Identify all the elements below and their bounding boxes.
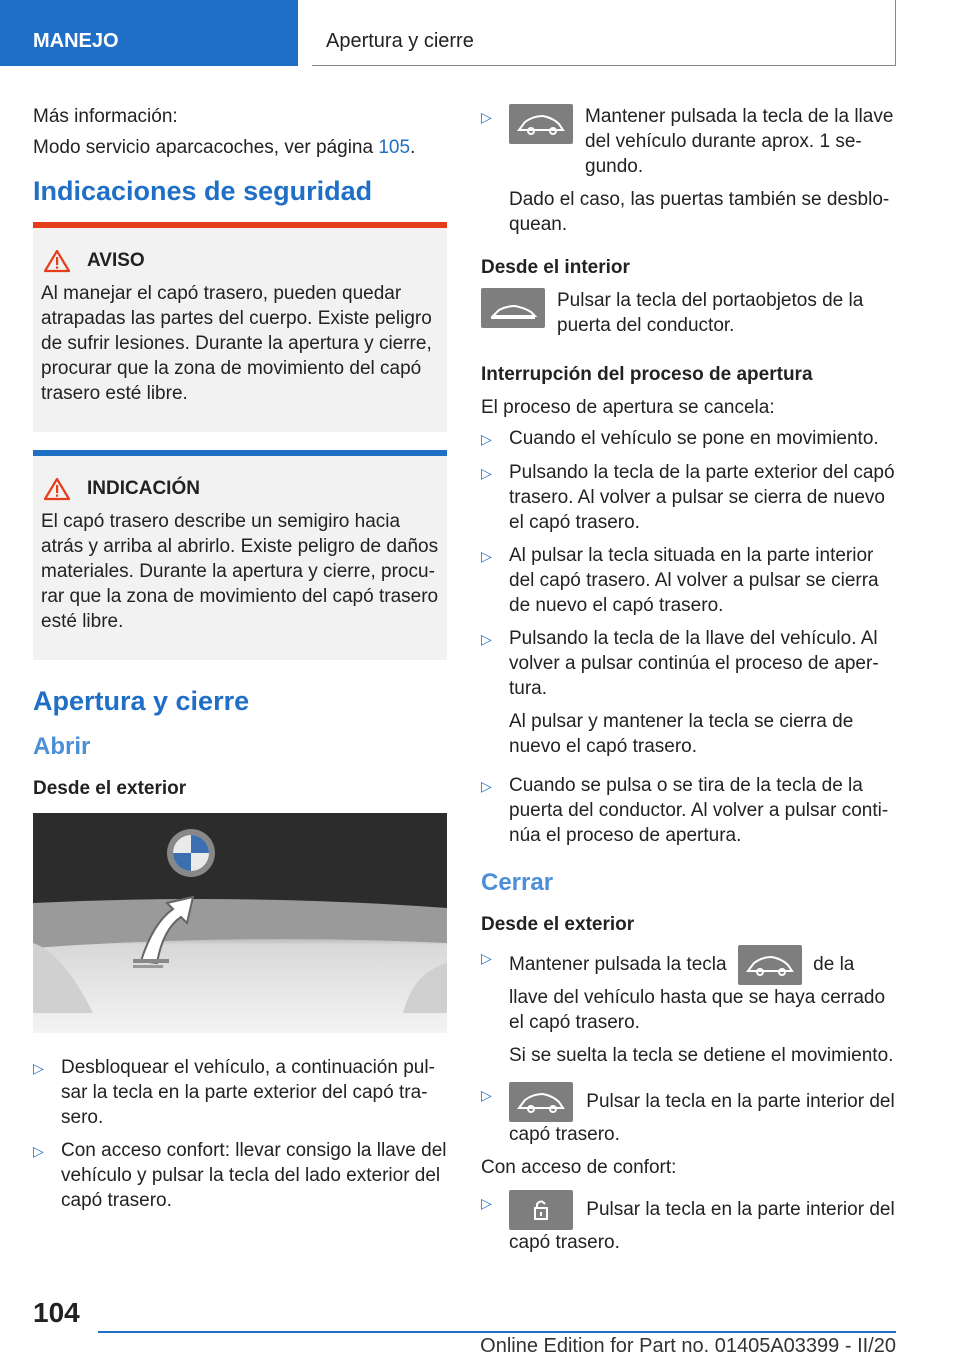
trunk-key-icon [738, 945, 802, 985]
list-item: ▷ Mantener pulsada la tecla de la llave del vehículo hasta que se haya cerrado el capó trasero. Si se suelta la tecla se detiene el movimiento. [481, 945, 896, 1074]
left-column [33, 104, 447, 1221]
warning-box [33, 222, 447, 432]
page-number: 104 [33, 1297, 80, 1328]
more-info-label: Más información: [33, 106, 178, 127]
heading-open-close: Apertura y cierre [33, 686, 250, 716]
bullet-triangle-icon: ▷ [33, 1143, 44, 1159]
footer-divider [98, 1331, 896, 1333]
bullet-triangle-icon: ▷ [481, 109, 492, 125]
list-item: ▷ Cuando se pulsa o se tira de la tecla de la puerta del conductor. Al volver a pulsar continúa el proceso de apertura. [481, 775, 889, 846]
list-item: ▷ Pulsando la tecla de la llave del vehículo. Al volver a pulsar continúa el proceso de apertura. Al pulsar y mantener la tecla se cierra de nuevo el capó trasero. [481, 626, 896, 765]
warning-title: AVISO [87, 250, 145, 271]
heading-close-outside: Desde el exterior [481, 914, 635, 935]
note-box [33, 450, 447, 660]
heading-interrupt: Interrupción del proceso de apertura [481, 364, 813, 385]
note-title: INDICACIÓN [87, 478, 200, 499]
bullet-triangle-icon: ▷ [481, 465, 492, 481]
header-chapter: Apertura y cierre [312, 0, 896, 66]
bullet-triangle-icon: ▷ [481, 631, 492, 647]
comfort-access-label: Con acceso de confort: [481, 1157, 677, 1178]
list-item: ▷ Mantener pulsada la tecla de la llave del vehículo durante aprox. 1 segundo. Dado el caso, las puertas también se desbloquean. [481, 104, 896, 243]
bullet-triangle-icon: ▷ [481, 1195, 492, 1211]
heading-outside: Desde el exterior [33, 778, 187, 799]
lock-button-icon [509, 1190, 573, 1230]
bullet-triangle-icon: ▷ [481, 1087, 492, 1103]
list-item: ▷ Con acceso confort: llevar consigo la llave del vehículo y pulsar la tecla del lado exterior del capó trasero. [33, 1140, 447, 1211]
warning-triangle-icon [43, 477, 71, 501]
bullet-triangle-icon: ▷ [481, 778, 492, 794]
list-item: ▷ Cuando el vehículo se pone en movimiento. [481, 426, 896, 452]
inside-text: Pulsar la tecla del portaobjetos de la puerta del conductor. [557, 290, 864, 336]
header-section: MANEJO [0, 0, 298, 66]
heading-open: Abrir [33, 733, 91, 760]
bullet-triangle-icon: ▷ [481, 548, 492, 564]
key-hold-note: Dado el caso, las puertas también se desbloquean. [509, 189, 890, 235]
trunk-close-button-icon [509, 1082, 573, 1122]
bullet-triangle-icon: ▷ [33, 1060, 44, 1076]
trunk-key-icon [509, 104, 573, 144]
bullet-triangle-icon: ▷ [481, 431, 492, 447]
list-item: ▷ Pulsar la tecla en la parte interior del capó trasero. [481, 1082, 896, 1147]
heading-safety: Indicaciones de seguridad [33, 176, 373, 206]
valet-reference: Modo servicio aparcacoches, ver página 105. [33, 137, 416, 158]
bullet-triangle-icon: ▷ [481, 950, 492, 966]
warning-text: Al manejar el capó trasero, pueden quedar atrapadas las partes del cuerpo. Existe peligro de sufrir lesiones. Durante la apertura y cierre, procurar que la zona de movimiento del capó trasero esté libre. [41, 283, 432, 404]
right-column [481, 104, 896, 1263]
heading-close: Cerrar [481, 869, 554, 896]
interrupt-intro: El proceso de apertura se cancela: [481, 397, 775, 418]
list-item: ▷ Desbloquear el vehículo, a continuación pulsar la tecla en la parte exterior del capó trasero. [33, 1057, 435, 1128]
list-item: ▷ Al pulsar la tecla situada en la parte interior del capó trasero. Al volver a pulsar se cierra de nuevo el capó trasero. [481, 545, 879, 616]
footer-edition: Online Edition for Part no. 01405A03399 - II/20 [480, 1335, 896, 1357]
trunk-door-button-icon [481, 288, 545, 328]
list-item: ▷ Pulsando la tecla de la parte exterior del capó trasero. Al volver a pulsar se cierra de nuevo el capó trasero. [481, 462, 895, 533]
trunk-button-photo [33, 813, 447, 1033]
heading-inside: Desde el interior [481, 257, 630, 278]
page-link[interactable]: 105 [378, 137, 411, 158]
list-item: ▷ Pulsar la tecla en la parte interior del capó trasero. [481, 1190, 896, 1255]
note-text: El capó trasero describe un semigiro hacia atrás y arriba al abrirlo. Existe peligro de daños materiales. Durante la apertura y cierre, procurar que la zona de movimiento del capó trasero esté libre. [41, 511, 439, 632]
warning-triangle-icon [43, 249, 71, 273]
